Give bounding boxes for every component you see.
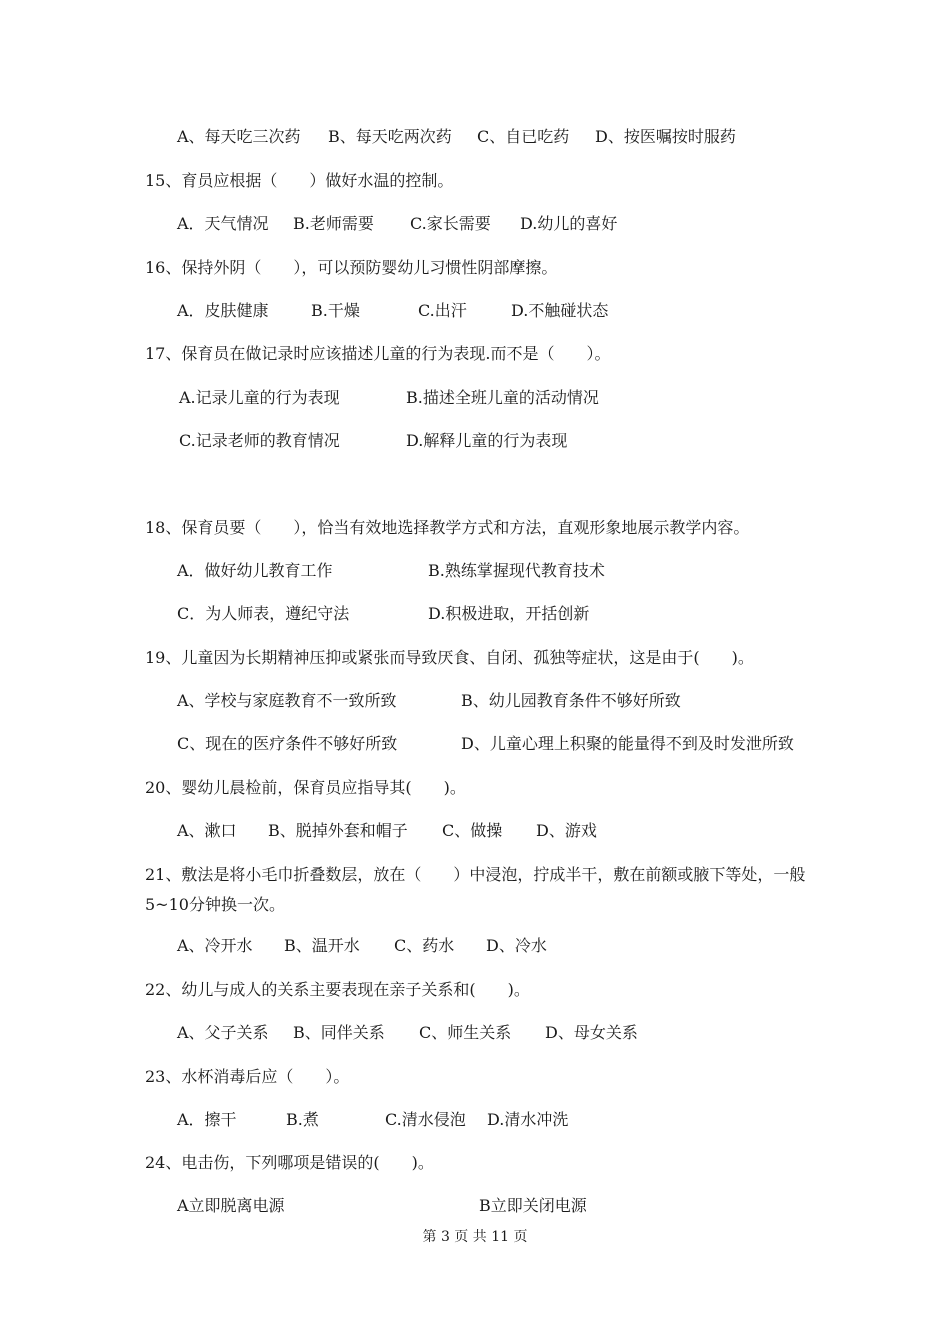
q18-option-d: D.积极进取，开括创新 bbox=[428, 604, 590, 623]
q14-option-c: C、自已吃药 bbox=[477, 127, 570, 146]
q21-option-a: A、冷开水 bbox=[177, 936, 253, 955]
q14-option-a: A、每天吃三次药 bbox=[177, 127, 301, 146]
q23-option-a: A．擦干 bbox=[177, 1110, 237, 1129]
q22-question: 22、幼儿与成人的关系主要表现在亲子关系和( )。 bbox=[145, 980, 530, 999]
q16-option-d: D.不触碰状态 bbox=[511, 301, 609, 320]
q16-question: 16、保持外阴（ ），可以预防婴幼儿习惯性阴部摩擦。 bbox=[145, 258, 558, 277]
page-footer: 第 3 页 共 11 页 bbox=[422, 1229, 528, 1245]
q18-option-c: C．为人师表，遵纪守法 bbox=[177, 604, 350, 623]
q17-option-a: A.记录儿童的行为表现 bbox=[179, 388, 340, 407]
q15-question: 15、育员应根据（ ）做好水温的控制。 bbox=[145, 171, 454, 190]
q22-option-c: C、师生关系 bbox=[419, 1023, 512, 1042]
q19-question: 19、儿童因为长期精神压抑或紧张而导致厌食、自闭、孤独等症状，这是由于( )。 bbox=[145, 648, 754, 667]
q20-option-b: B、脱掉外套和帽子 bbox=[268, 821, 408, 840]
q19-option-d: D、儿童心理上积聚的能量得不到及时发泄所致 bbox=[461, 734, 794, 753]
q18-option-b: B.熟练掌握现代教育技术 bbox=[428, 561, 605, 580]
q21-question: 21、敷法是将小毛巾折叠数层，放在（ ）中浸泡，拧成半干，敷在前额或腋下等处，一般5~10分钟换一次。 bbox=[145, 865, 806, 914]
q22-option-b: B、同伴关系 bbox=[293, 1023, 385, 1042]
q19-option-a: A、学校与家庭教育不一致所致 bbox=[177, 691, 397, 710]
q15-option-d: D.幼儿的喜好 bbox=[520, 214, 618, 233]
q17-option-d: D.解释儿童的行为表现 bbox=[406, 431, 568, 450]
q15-option-a: A．天气情况 bbox=[177, 214, 269, 233]
q17-option-b: B.描述全班儿童的活动情况 bbox=[406, 388, 599, 407]
q17-question: 17、保育员在做记录时应该描述儿童的行为表现.而不是（ ）。 bbox=[145, 344, 611, 363]
q24-option-a: A立即脱离电源 bbox=[177, 1196, 285, 1215]
q23-question: 23、水杯消毒后应（ ）。 bbox=[145, 1067, 350, 1086]
q18-question: 18、保育员要（ ），恰当有效地选择教学方式和方法，直观形象地展示教学内容。 bbox=[145, 518, 750, 537]
q23-option-b: B.煮 bbox=[286, 1110, 319, 1129]
q22-option-a: A、父子关系 bbox=[177, 1023, 269, 1042]
q20-question: 20、婴幼儿晨检前，保育员应指导其( )。 bbox=[145, 778, 466, 797]
q24-option-b: B立即关闭电源 bbox=[479, 1196, 587, 1215]
q21-option-c: C、药水 bbox=[394, 936, 455, 955]
q20-option-d: D、游戏 bbox=[536, 821, 597, 840]
q21-option-b: B、温开水 bbox=[284, 936, 360, 955]
q23-option-d: D.清水冲洗 bbox=[487, 1110, 569, 1129]
q16-option-b: B.干燥 bbox=[311, 301, 360, 320]
q23-option-c: C.清水侵泡 bbox=[385, 1110, 466, 1129]
q14-option-b: B、每天吃两次药 bbox=[328, 127, 452, 146]
q22-option-d: D、母女关系 bbox=[545, 1023, 638, 1042]
q19-option-b: B、幼儿园教育条件不够好所致 bbox=[461, 691, 681, 710]
q19-option-c: C、现在的医疗条件不够好所致 bbox=[177, 734, 398, 753]
q15-option-c: C.家长需要 bbox=[410, 214, 491, 233]
q24-question: 24、电击伤，下列哪项是错误的( )。 bbox=[145, 1153, 434, 1172]
q16-option-c: C.出汗 bbox=[418, 301, 467, 320]
q21-option-d: D、冷水 bbox=[486, 936, 547, 955]
q15-option-b: B.老师需要 bbox=[293, 214, 374, 233]
q17-option-c: C.记录老师的教育情况 bbox=[179, 431, 340, 450]
q14-option-d: D、按医嘱按时服药 bbox=[595, 127, 736, 146]
q20-option-a: A、漱口 bbox=[177, 821, 237, 840]
q20-option-c: C、做操 bbox=[442, 821, 503, 840]
q18-option-a: A．做好幼儿教育工作 bbox=[177, 561, 333, 580]
q16-option-a: A．皮肤健康 bbox=[177, 301, 269, 320]
